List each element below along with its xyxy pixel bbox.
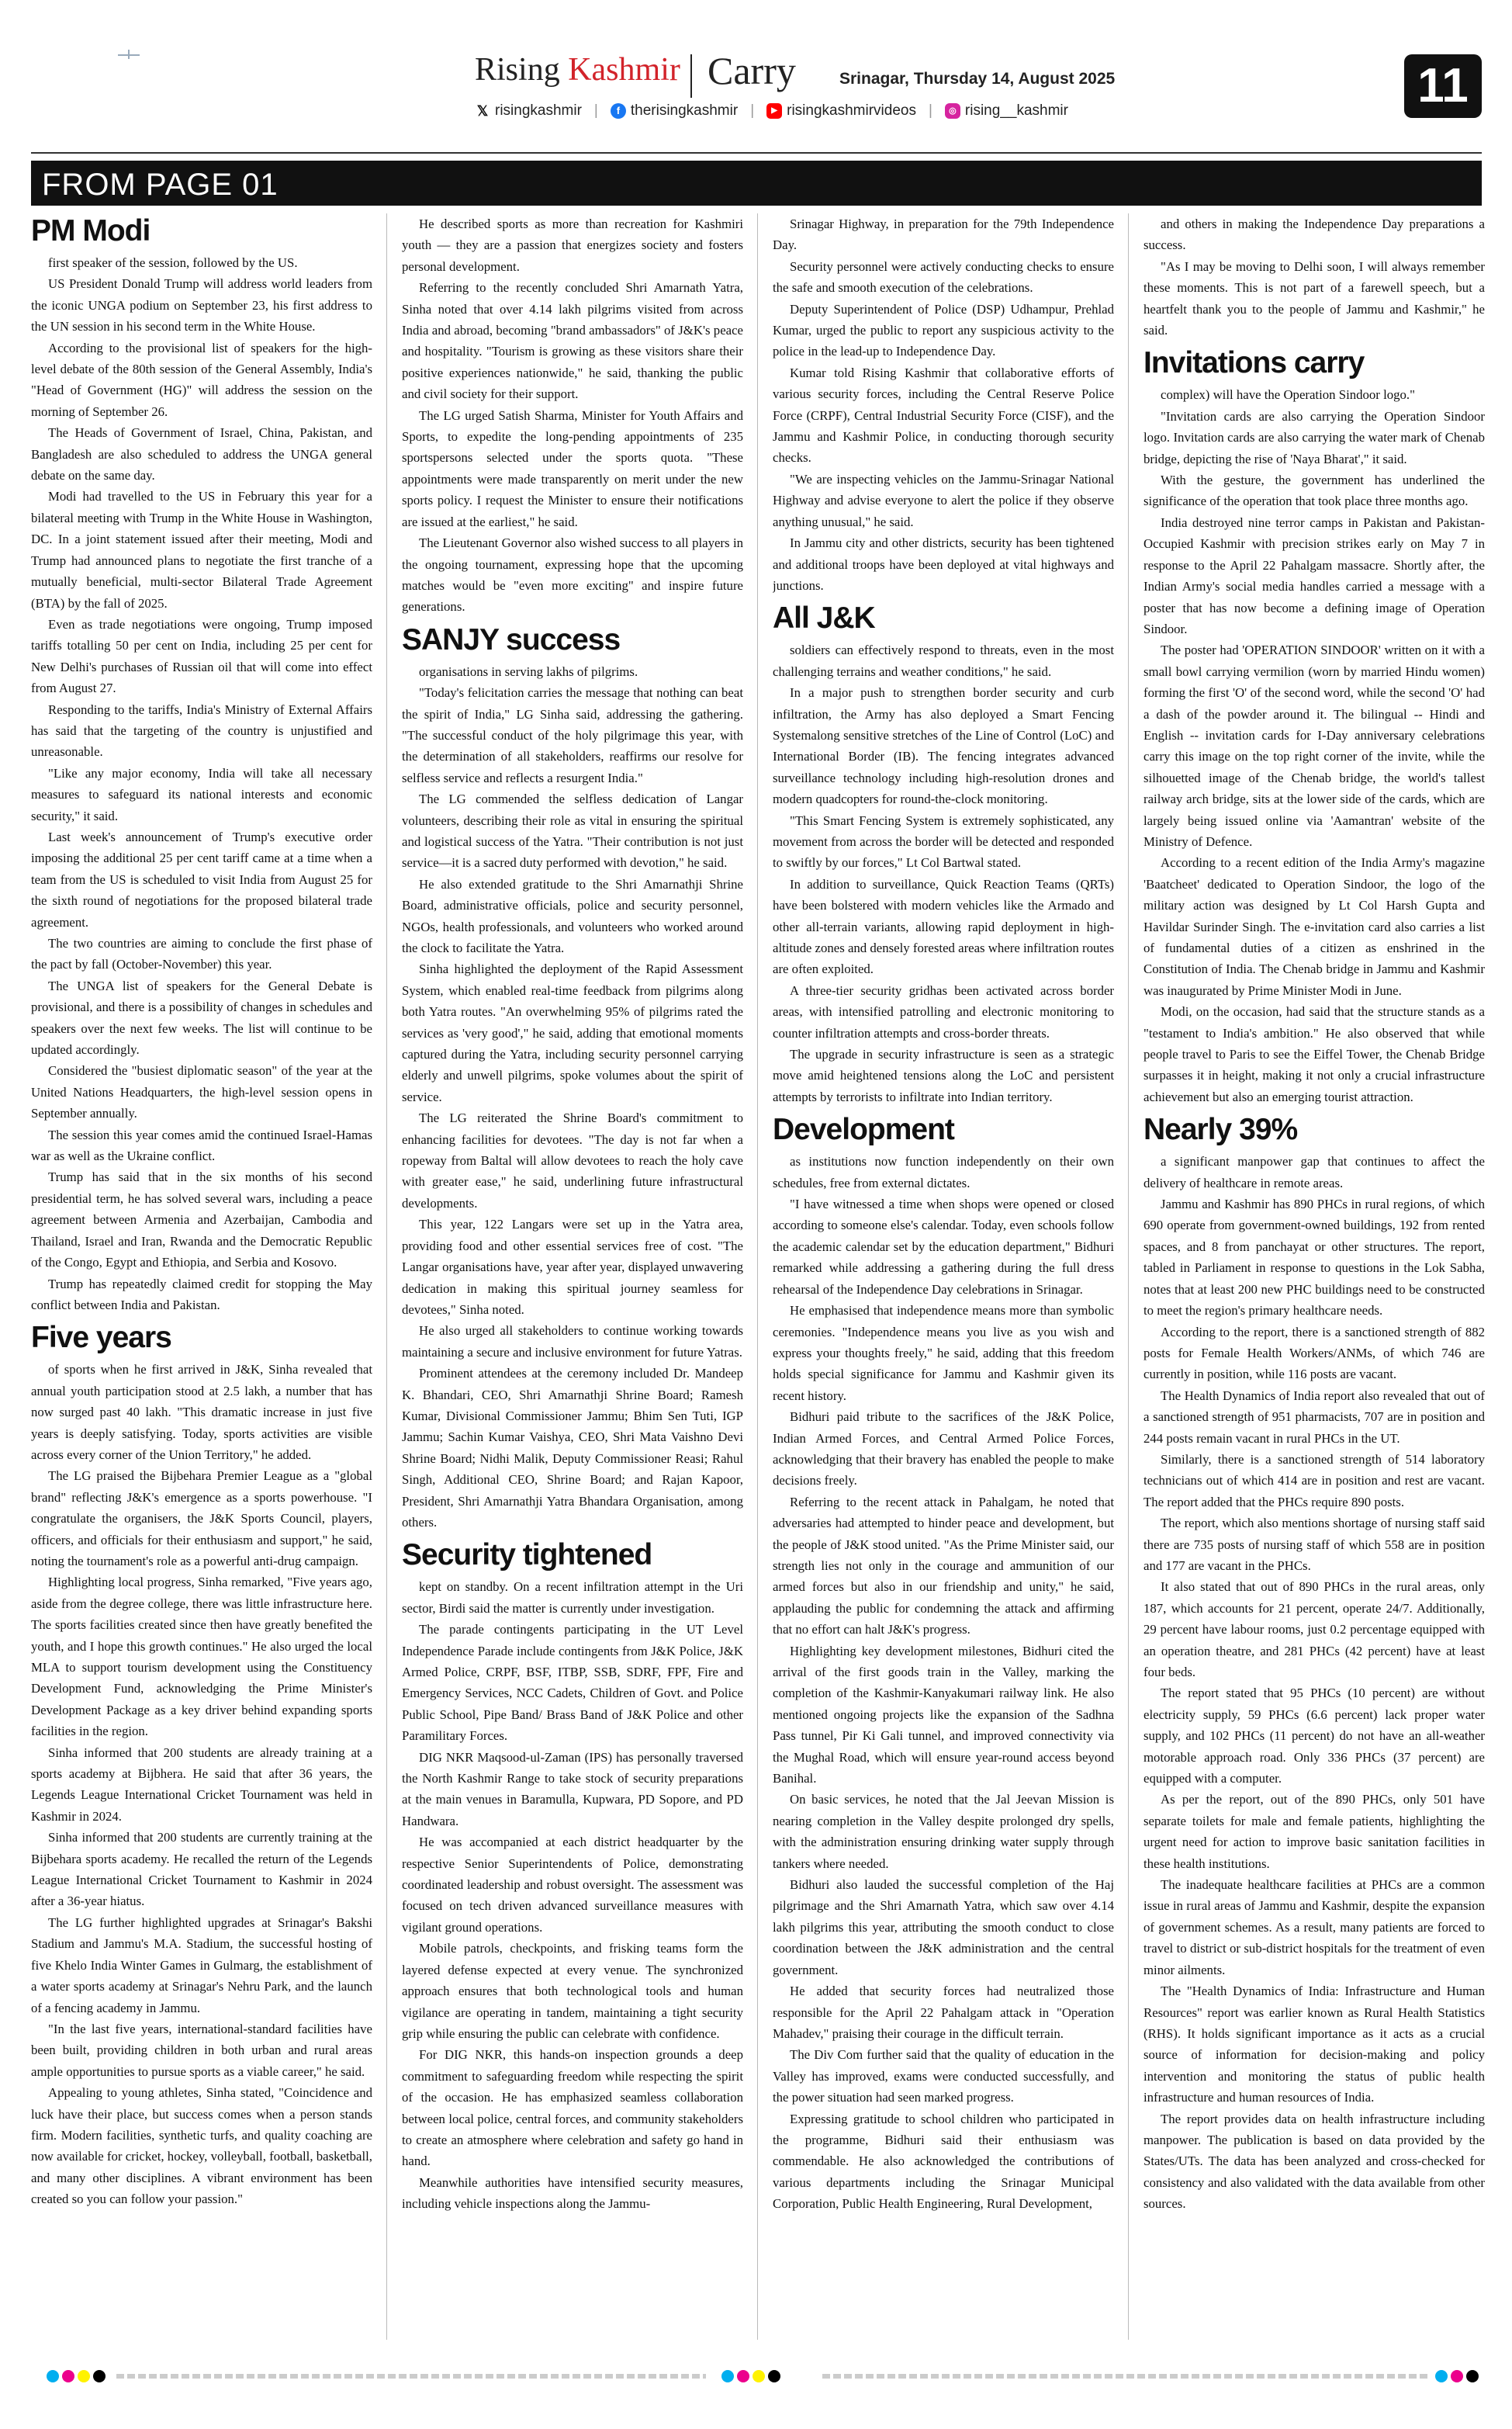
article-paragraph: Prominent attendees at the ceremony included Dr. Mandeep K. Bhandari, CEO, Shri Amarnathji Shrine Board; Ramesh Kumar, Divisional Commissioner Jammu; Bhim Sen Tuti, IGP Jammu; Sachin Kumar Vaishya, CEO, Shri Mata Vaishno Devi Shrine Board; Nidhi Malik, Deputy Commissioner Reasi; Rahul Singh, Additional CEO, Shrine Board; and Rajan Kapoor, President, Shri Amarnathji Yatra Bhandara Organisation, among others. [402,1366,743,1530]
article-paragraph: Sinha informed that 200 students are currently training at the Bijbehara sports academy. He recalled the return of the Legends League International Cricket Tournament to Kashmir in 2024 after a 36-year hiatus. [31,1830,372,1909]
article-headline[interactable]: All J&K [773,601,875,636]
instagram-icon: ◎ [945,103,960,119]
social-facebook[interactable] [611,102,738,120]
article-paragraph: "As I may be moving to Delhi soon, I will always remember these moments. This is not part of a farewell speech, but a heartfelt thank you to the people of Jammu and Kashmir," he said. [1144,258,1485,338]
article-paragraph: Responding to the tariffs, India's Ministry of External Affairs has said that the targeting of the country is unjustified and unreasonable. [31,702,372,760]
registration-strip [116,2374,706,2379]
article-paragraph: Referring to the recently concluded Shri Amarnath Yatra, Sinha noted that over 4.14 lakh pilgrims visited from across India and abroad, becoming "brand ambassadors" of J&K's peace and hospitality. "Tourism is growing as these visitors share their positive experiences nationwide," he said, thanking the public and civil society for their support. [402,280,743,402]
article [402,1537,743,2214]
social-instagram[interactable] [945,102,1068,120]
article-paragraph: He added that security forces had neutralized those responsible for the April 22 Pahalgam attack in "Operation Mahadev," praising their courage in the difficult terrain. [773,1984,1114,2041]
article-paragraph: soldiers can effectively respond to threats, even in the most challenging terrains and weather conditions," he said. [773,643,1114,679]
article-paragraph: The session this year comes amid the continued Israel-Hamas war as well as the Ukraine conflict. [31,1127,372,1164]
article-paragraph: "Like any major economy, India will take all necessary measures to safeguard its national interests and economic security," it said. [31,765,372,823]
article-paragraph: Security personnel were actively conducting checks to ensure the safe and smooth execution of the celebrations. [773,258,1114,296]
article-paragraph: US President Donald Trump will address world leaders from the iconic UNGA podium on September 23, his first address to the UN session in his second term in the White House. [31,276,372,334]
article-paragraph: India destroyed nine terror camps in Pakistan and Pakistan-Occupied Kashmir with precision strikes early on May 7 in response to the April 22 Pahalgam massacre. Shortly after, the Indian Army's social media handles carried a message with a poster that has now become a defining image of Operation Sindoor. [1144,515,1485,636]
color-swatch [47,2370,59,2382]
article-paragraph: With the gesture, the government has underlined the significance of the operation that took place three months ago. [1144,473,1485,509]
article-paragraph: of sports when he first arrived in J&K, Sinha revealed that annual youth participation stood at 2.5 lakh, a number that has now surged past 40 lakh. "This dramatic increase in just five years is deeply satisfying. Today, sports activities are visible across every corner of the Union Territory," he added. [31,1362,372,1462]
article-paragraph: It also stated that out of 890 PHCs in the rural areas, only 187, which accounts for 21 percent, operate 24/7. Additionally, 29 percent have labour rooms, just 0.2 percentage equipped with an operation theatre, and 281 PHCs (42 percent) have at least four beds. [1144,1579,1485,1679]
article [1144,345,1485,1107]
article-paragraph: The poster had 'OPERATION SINDOOR' written on it with a small bowl carrying vermilion (worn by married Hindu women) forming the first 'O' of the second word, while the second 'O' had a dash of the powder around it. The bilingual -- Hindi and English -- invitation cards for I-Day anniversary celebrations carry this image on the top right corner of the invite, while the silhouetted image of the Chenab bridge, the world's tallest railway arch bridge, sits at the lower side of the cards, which are largely being issued online via 'Aamantran' website of the Ministry of Defence. [1144,643,1485,849]
article [31,213,372,1315]
color-swatch [1451,2370,1463,2382]
column-2 [402,213,743,2355]
article-paragraph: The UNGA list of speakers for the General Debate is provisional, and there is a possibility of changes in schedules and speakers over the next few weeks. The list will continue to be updated accordingly. [31,978,372,1058]
article-paragraph: Last week's announcement of Trump's executive order imposing the additional 25 per cent tariff came at a time when a team from the US is scheduled to visit India from August 25 for the sixth round of negotiations for the proposed bilateral trade agreement. [31,829,372,930]
social-handle: rising__kashmir [964,102,1068,119]
column-divider [757,213,758,2340]
color-swatch [62,2370,74,2382]
article-paragraph: The two countries are aiming to conclude the first phase of the pact by fall (October-November) this year. [31,936,372,972]
article [1144,213,1485,341]
article-paragraph: For DIG NKR, this hands-on inspection grounds a deep commitment to safeguarding freedom while respecting the spirit of the occasion. He has emphasized seamless collaboration between local police, central forces, and community stakeholders to create an atmosphere where celebration and safety go hand in hand. [402,2047,743,2169]
article-headline[interactable]: Development [773,1113,954,1147]
article-paragraph: Referring to the recent attack in Pahalgam, he noted that adversaries had attempted to hinder peace and development, but the people of J&K stood united. "As the Prime Minister said, our strength lies not only in the courage and ammunition of our armed forces but also in our friendship and unity," he said, applauding the public for condemning the attack and affirming that no effort can halt J&K's progress. [773,1494,1114,1637]
article-paragraph: Highlighting local progress, Sinha remarked, "Five years ago, aside from the degree college, there was little infrastructure here. The sports facilities created since then have greatly benefited the youth, and I hope this growth continues." He also urged the local MLA to support tourism development using the Constituency Development Fund, acknowledging the Prime Minister's Development Package as a key driver behind expanding sports facilities in the region. [31,1575,372,1739]
divider: | [928,102,932,119]
article-paragraph: The LG urged Satish Sharma, Minister for Youth Affairs and Sports, to expedite the long-pending appointments of 235 sportspersons selected under the sports quota. "These appointments were made transparently on merit under the new sports policy. I request the Minister to ensure their notifications are issued at the earliest," he said. [402,407,743,529]
article-paragraph: Similarly, there is a sanctioned strength of 514 laboratory technicians out of which 414 are in position and rest are vacant. The report added that the PHCs require 890 posts. [1144,1451,1485,1509]
article-paragraph: He also urged all stakeholders to continue working towards maintaining a secure and inclusive environment for future Yatras. [402,1323,743,1360]
color-swatch [93,2370,106,2382]
article-paragraph: Even as trade negotiations were ongoing, Trump imposed tariffs totalling 50 per cent on India, including 25 per cent for New Delhi's purchases of Russian oil that will come into effect from August 27. [31,616,372,696]
dateline: Srinagar, Thursday 14, August 2025 [839,70,1116,88]
article-paragraph: According to a recent edition of the India Army's magazine 'Baatcheet' dedicated to Operation Sindoor, the logo of the military action was designed by Lt Col Harsh Gupta and Havildar Surinder Singh. The e-invitation card also carries a list of fundamental duties of a citizen as enshrined in the Constitution of India. The Chenab bridge in Jammu and Kashmir was inaugurated by Prime Minister Modi in June. [1144,855,1485,998]
article [773,1112,1114,2214]
article-paragraph: Deputy Superintendent of Police (DSP) Udhampur, Prehlad Kumar, urged the public to report any suspicious activity to the police in the lead-up to Independence Day. [773,301,1114,359]
color-swatch [768,2370,780,2382]
article-paragraph: According to the provisional list of speakers for the high-level debate of the 80th session of the General Assembly, India's "Head of Government (HG)" will address the session on the morning of September 26. [31,340,372,419]
registration-strip [822,2374,1427,2379]
article-paragraph: Trump has repeatedly claimed credit for stopping the May conflict between India and Pakistan. [31,1276,372,1312]
article-paragraph: Kumar told Rising Kashmir that collaborative efforts of various security forces, including the Central Reserve Police Force (CRPF), Central Industrial Security Force (CISF), and the Jammu and Kashmir Police, in conducting thorough security checks. [773,365,1114,466]
article-paragraph: The Lieutenant Governor also wished success to all players in the ongoing tournament, expressing hope that the upcoming matches would be "even more exciting" and inspire future generations. [402,535,743,615]
article-paragraph: On basic services, he noted that the Jal Jeevan Mission is nearing completion in the Valley despite prolonged dry spells, with the administration ensuring drinking water supply through tankers where needed. [773,1792,1114,1871]
article [773,601,1114,1107]
social-x[interactable] [475,102,582,120]
brand-accent: Kashmir [568,52,680,88]
column-1 [31,213,372,2355]
article-headline[interactable]: Invitations carry [1144,346,1365,380]
header-rule [31,152,1482,154]
page-number: 11 [1404,54,1482,118]
column-divider [1128,213,1129,2340]
article-paragraph: He described sports as more than recreation for Kashmiri youth — they are a passion that energizes society and fosters personal development. [402,217,743,274]
article-paragraph: In Jammu city and other districts, security has been tightened and additional troops have been deployed at vital highways and junctions. [773,535,1114,593]
article-paragraph: Bidhuri also lauded the successful completion of the Haj pilgrimage and the Shri Amarnath Yatra, which saw over 4.14 lakh pilgrims this year, attributing the smooth conduct to close coordination between the J&K administration and the central government. [773,1877,1114,1977]
section-title: Carry [708,49,796,92]
article-paragraph: complex) will have the Operation Sindoor logo." [1161,387,1415,403]
article-paragraph: and others in making the Independence Day preparations a success. [1144,217,1485,253]
article-paragraph: "I have witnessed a time when shops were opened or closed according to someone else's calendar. Today, even schools follow the academic calendar set by the education department," Bidhuri remarked while addressing a gathering during the full dress rehearsal of the Independence Day celebrations in Srinagar. [773,1197,1114,1297]
article-paragraph: The LG praised the Bijbehara Premier League as a "global brand" reflecting J&K's emergence as a sports powerhouse. "I congratulate the organisers, the J&K Sports Council, players, officers, and officials for their enthusiasm and support," he said, noting the tournament's role as a powerful anti-drug campaign. [31,1468,372,1568]
article-paragraph: The Heads of Government of Israel, China, Pakistan, and Bangladesh are also scheduled to address the UNGA general debate on the same day. [31,425,372,483]
brand-logo[interactable] [475,51,680,88]
social-youtube[interactable] [766,102,916,120]
column-4 [1144,213,1485,2355]
social-handle: risingkashmirvideos [787,102,916,119]
article-paragraph: Modi had travelled to the US in February this year for a bilateral meeting with Trump in the White House in Washington, DC. In a joint statement issued after their meeting, Modi and Trump had announced plans to negotiate the first tranche of a mutually beneficial, multi-sector Bilateral Trade Agreement (BTA) by the fall of 2025. [31,489,372,611]
color-swatch [78,2370,90,2382]
article-paragraph: Jammu and Kashmir has 890 PHCs in rural regions, of which 690 operate from government-owned buildings, 192 from rented spaces, and 8 from panchayat or other structures. The report, tabled in Parliament in response to questions in the Lok Sabha, notes that at least 200 new PHC buildings need to be constructed to meet the region's primary healthcare needs. [1144,1197,1485,1318]
facebook-icon: f [611,103,626,119]
brand-primary: Rising [475,52,560,88]
color-swatch [1466,2370,1479,2382]
social-links [475,102,1068,120]
social-handle: therisingkashmir [630,102,739,119]
article-paragraph: The parade contingents participating in the UT Level Independence Parade include contingents from J&K Police, J&K Armed Police, CRPF, BSF, ITBP, SSB, SDRF, FPF, Fire and Emergency Services, NCC Cadets, Children of Govt. and Police Public School, Pipe Band/ Brass Band of J&K Police and other Paramilitary Forces. [402,1622,743,1744]
article [1144,1112,1485,2214]
article-paragraph: The inadequate healthcare facilities at PHCs are a common issue in rural areas of Jammu and Kashmir, despite the expansion of government schemes. As a result, many patients are forced to travel to district or sub-district hospitals for the treatment of even minor ailments. [1144,1877,1485,1977]
article-paragraph: The report stated that 95 PHCs (10 percent) are without electricity supply, 59 PHCs (6.6 percent) lack proper water supply, and 102 PHCs (11 percent) do not have an all-weather motorable approach road. Only 336 PHCs (37 percent) are equipped with a computer. [1144,1686,1485,1786]
article-paragraph: Appealing to young athletes, Sinha stated, "Coincidence and luck have their place, but success comes when a person stands firm. Modern facilities, synthetic turfs, and quality coaching are now available for cricket, hockey, volleyball, football, basketball, and many other disciplines. A vibrant environment has been created so you can follow your passion." [31,2085,372,2207]
article-paragraph: DIG NKR Maqsood-ul-Zaman (IPS) has personally traversed the North Kashmir Range to take stock of security preparations at the main venues in Baramulla, Kupwara, PD Sopore, and PD Handwara. [402,1749,743,1828]
article-paragraph: Sinha highlighted the deployment of the Rapid Assessment System, which enabled real-time feedback from pilgrims along both Yatra routes. "An overwhelming 95% of pilgrims rated the services as 'very good'," he said, adding that emotional moments captured during the Yatra, including security personnel carrying elderly and unwell pilgrims, spoke volumes about the spirit of service. [402,962,743,1104]
article-paragraph: Expressing gratitude to school children who participated in the programme, Bidhuri said their enthusiasm was commendable. He also acknowledged the contributions of various departments including the Srinagar Municipal Corporation, Public Health Engineering, Rural Development, [773,2111,1114,2212]
article-paragraph: Sinha informed that 200 students are already training at a sports academy at Bijbhera. He said that after 36 years, the Legends League International Cricket Tournament was held in Kashmir in 2024. [31,1745,372,1824]
article-paragraph: He was accompanied at each district headquarter by the respective Senior Superintendents of Police, demonstrating coordinated leadership and robust oversight. The assessment was focused on tech driven advanced surveillance measures with vigilant ground operations. [402,1835,743,1935]
article [402,622,743,1533]
article-paragraph: kept on standby. On a recent infiltration attempt in the Uri sector, Birdi said the matter is currently under investigation. [402,1579,743,1616]
x-icon: 𝕏 [475,103,490,119]
divider: | [593,102,598,119]
banner-label: FROM PAGE 01 [42,168,279,202]
article-headline[interactable]: Security tightened [402,1538,652,1572]
article-headline[interactable]: Five years [31,1321,171,1355]
article-paragraph: This year, 122 Langars were set up in the Yatra area, providing food and other essential services free of cost. "The Langar organisations have, year after year, displayed unwavering dedication in making this spiritual journey seamless for devotees," Sinha noted. [402,1217,743,1317]
article-paragraph: Srinagar Highway, in preparation for the 79th Independence Day. [773,217,1114,253]
article [402,213,743,618]
article-paragraph: Meanwhile authorities have intensified security measures, including vehicle inspections along the Jammu- [402,2174,743,2212]
article-paragraph: A three-tier security gridhas been activated across border areas, with intensified patrolling and electronic monitoring to counter infiltration attempts and cross-border threats. [773,982,1114,1041]
article-paragraph: He emphasised that independence means more than symbolic ceremonies. "Independence means you live as you wish and express your thoughts freely," he said, adding that this freedom holds special significance for Jammu and Kashmir given its recent history. [773,1303,1114,1403]
article-paragraph: first speaker of the session, followed by the US. [48,255,298,270]
article-headline[interactable]: Nearly 39% [1144,1113,1298,1147]
article-paragraph: The upgrade in security infrastructure is seen as a strategic move amid heightened tensions along the LoC and persistent attempts by terrorists to infiltrate into Indian territory. [773,1047,1114,1104]
article-paragraph: Mobile patrols, checkpoints, and frisking teams form the layered defense expected at every venue. The synchronized approach ensures that both technological tools and human vigilance are operating in tandem, maintaining a tight security grip while ensuring the public can celebrate with confidence. [402,1941,743,2041]
article-paragraph: In a major push to strengthen border security and curb infiltration, the Army has also deployed a Smart Fencing Systemalong sensitive stretches of the Line of Control (LoC) and International Border (IB). The fencing integrates advanced surveillance technology including high-resolution drones and modern quadcopters for round-the-clock monitoring. [773,685,1114,807]
article-paragraph: As per the report, out of the 890 PHCs, only 501 have separate toilets for male and female patients, highlighting the urgent need for action to improve basic sanitation facilities in these health institutions. [1144,1792,1485,1871]
color-swatch [721,2370,734,2382]
youtube-icon: ▶ [766,103,782,119]
divider: | [750,102,755,119]
article-paragraph: According to the report, there is a sanctioned strength of 882 posts for Female Health Workers/ANMs, of which 746 are currently in position, while 116 posts are vacant. [1144,1324,1485,1382]
article-headline[interactable]: SANJY success [402,622,621,657]
article-paragraph: a significant manpower gap that continues to affect the delivery of healthcare in remote areas. [1144,1154,1485,1190]
article-paragraph: Modi, on the occasion, had said that the structure stands as a "testament to India's ambition." He also observed that while people travel to Paris to see the Eiffel Tower, the Chenab Bridge surpasses it in height, making it not only a crucial infrastructure achievement but also an emerging tourist attraction. [1144,1004,1485,1104]
social-handle: risingkashmir [495,102,582,119]
section-banner [31,161,1482,206]
article-paragraph: "Today's felicitation carries the message that nothing can beat the spirit of India," LG Sinha said, addressing the gathering. "The successful conduct of the holy pilgrimage this year, with the determination of all stakeholders, reaffirms our resolve for selfless service and reflects a resurgent India." [402,685,743,785]
article-paragraph: The report provides data on health infrastructure including manpower. The publication is based on data provided by the States/UTs. The data has been analyzed and cross-checked for consistency and also validated with the data available from other sources. [1144,2111,1485,2212]
article-paragraph: The Health Dynamics of India report also revealed that out of a sanctioned strength of 951 pharmacists, 707 are in position and 244 posts remain vacant in rural PHCs in the UT. [1144,1388,1485,1446]
brand-divider [690,54,692,98]
article-paragraph: as institutions now function independently on their own schedules, free from external dictates. [773,1154,1114,1190]
color-swatch [737,2370,749,2382]
article-paragraph: Trump has said that in the six months of his second presidential term, he has solved several wars, including a peace agreement between Armenia and Azerbaijan, Cambodia and Thailand, Israel and Iran, Rwanda and the Democratic Republic of the Congo, Egypt and Ethiopia, and Serbia and Kosovo. [31,1169,372,1270]
article-paragraph: The LG further highlighted upgrades at Srinagar's Bakshi Stadium and Jammu's M.A. Stadium, the successful hosting of five Khelo India Winter Games in Gulmarg, the establishment of a water sports academy at Srinagar's Nehru Park, and the launch of a fencing academy in Jammu. [31,1914,372,2015]
article-paragraph: "In the last five years, international-standard facilities have been built, providing children in both urban and rural areas ample opportunities to pursue sports as a viable career," he said. [31,2021,372,2079]
article [773,213,1114,596]
masthead [0,0,1512,147]
article-paragraph: "Invitation cards are also carrying the Operation Sindoor logo. Invitation cards are also carrying the water mark of Chenab bridge, depicting the rise of 'Naya Bharat'," it said. [1144,408,1485,466]
article-paragraph: The LG reiterated the Shrine Board's commitment to enhancing facilities for devotees. "The day is not far when a ropeway from Baltal will allow devotees to reach the holy cave with greater ease," he said, underlining future infrastructural developments. [402,1111,743,1211]
article-paragraph: "This Smart Fencing System is extremely sophisticated, any movement from across the border will be detected and responded to swiftly by our forces," Lt Col Bartwal stated. [773,813,1114,871]
article-paragraph: The report, which also mentions shortage of nursing staff said there are 735 posts of nursing staff of which 558 are in position and 177 are vacant in the PHCs. [1144,1516,1485,1573]
crop-mark [128,50,130,59]
article-paragraph: Highlighting key development milestones, Bidhuri cited the arrival of the first goods train in the Valley, marking the completion of the Kashmir-Kanyakumari railway link. He also mentioned ongoing projects like the expansion of the Sadhna Pass tunnel, Pir Ki Gali tunnel, and improved connectivity via the Mughal Road, which will ensure year-round access beyond Banihal. [773,1643,1114,1786]
color-swatch [1435,2370,1448,2382]
article-paragraph: organisations in serving lakhs of pilgrims. [419,664,638,679]
article-paragraph: Considered the "busiest diplomatic season" of the year at the United Nations Headquarters, the high-level session opens in September annually. [31,1063,372,1121]
article-paragraph: The "Health Dynamics of India: Infrastructure and Human Resources" report was earlier known as Rural Health Statistics (RHS). It holds significant importance as it acts as a crucial source of information for decision-making and policy intervention and monitoring the status of public health infrastructure and human resources of India. [1144,1984,1485,2105]
article-paragraph: Bidhuri paid tribute to the sacrifices of the J&K Police, Indian Armed Forces, and Central Armed Police Forces, acknowledging that their bravery has enabled the people to make decisions freely. [773,1409,1114,1488]
article-paragraph: In addition to surveillance, Quick Reaction Teams (QRTs) have been bolstered with modern vehicles like the Armado and other all-terrain variants, allowing rapid deployment in high-altitude zones and densely forested areas where infiltration routes are often exploited. [773,876,1114,977]
article-headline[interactable]: PM Modi [31,214,151,248]
color-swatch [753,2370,765,2382]
article-paragraph: He also extended gratitude to the Shri Amarnathji Shrine Board, administrative officials, police and security personnel, NGOs, health professionals, and volunteers who worked around the clock to facilitate the Yatra. [402,876,743,955]
article-paragraph: The LG commended the selfless dedication of Langar volunteers, describing their role as vital in ensuring the spiritual and logistical success of the Yatra. "Their contribution is not just service—it is a sacred duty performed with devotion," he said. [402,792,743,871]
column-3 [773,213,1114,2355]
article [31,1320,372,2209]
article-paragraph: The Div Com further said that the quality of education in the Valley has improved, exams were conducted successfully, and the power situation had seen marked progress. [773,2047,1114,2105]
article-paragraph: "We are inspecting vehicles on the Jammu-Srinagar National Highway and advise everyone to alert the police if they observe anything unusual," he said. [773,471,1114,529]
column-divider [386,213,387,2340]
